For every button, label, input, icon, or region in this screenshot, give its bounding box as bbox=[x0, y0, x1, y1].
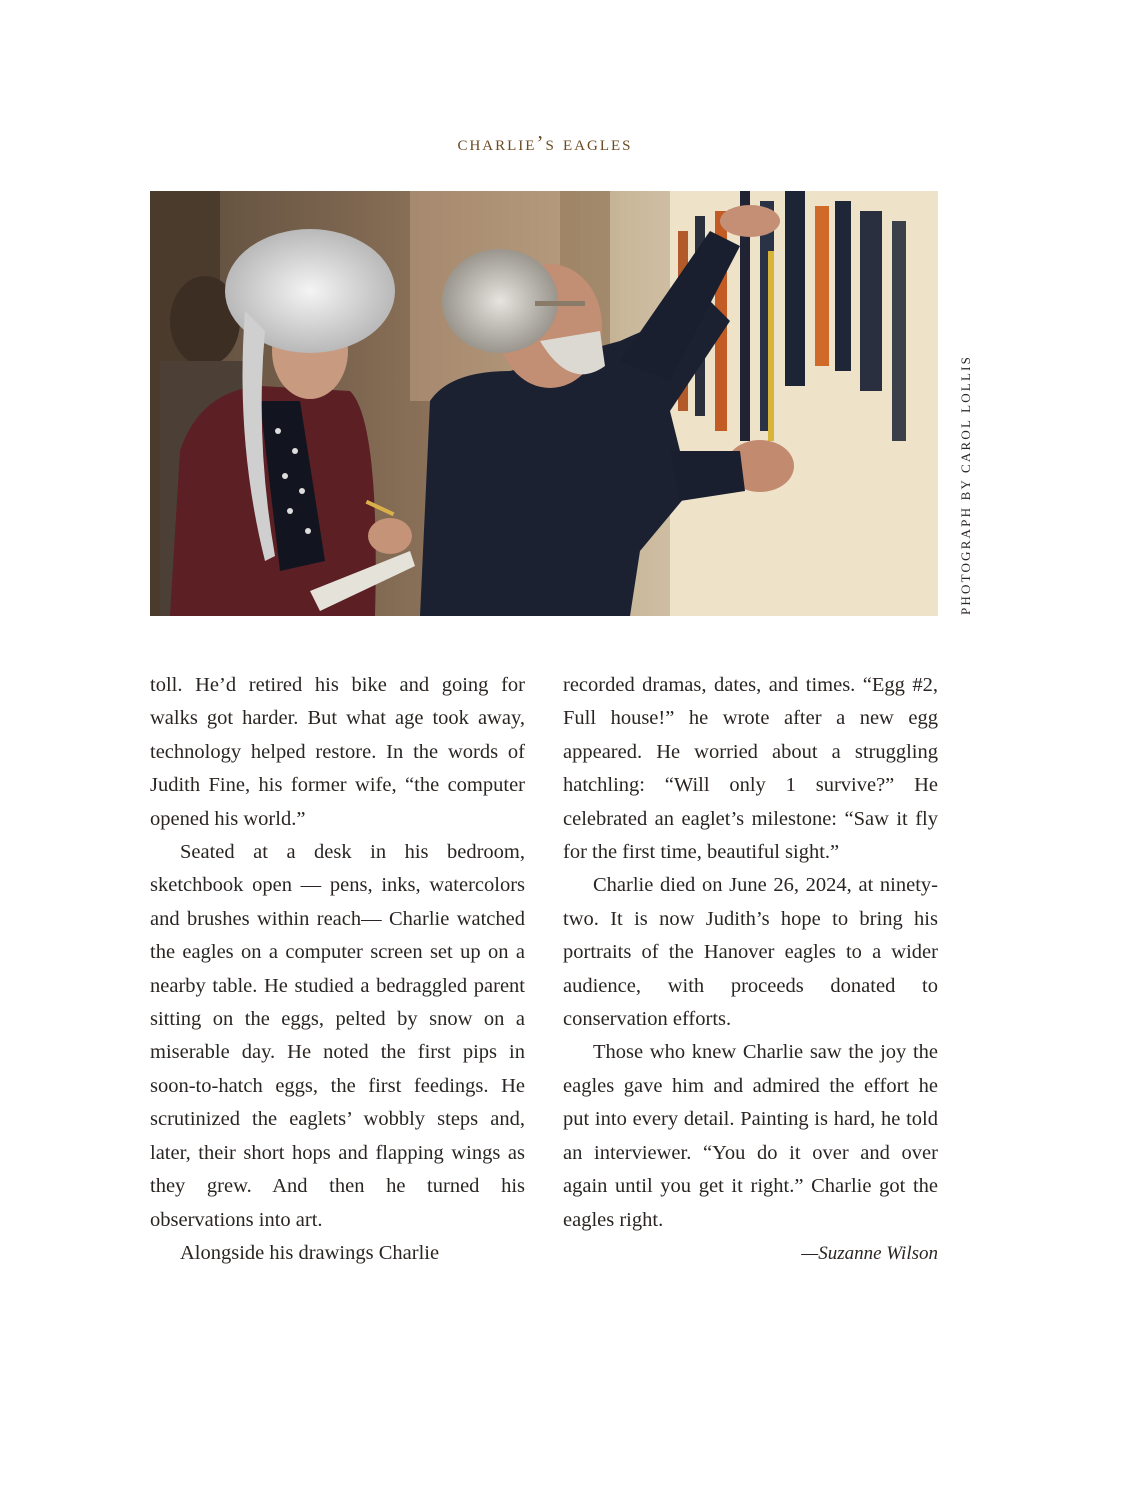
article-column-left bbox=[150, 669, 525, 1270]
paragraph: recorded dramas, dates, and times. “Egg #2, Full house!” he wrote after a new egg appeared. He worried about a struggling hatchling: “Will only 1 survive?” He celebrated an eaglet’s milestone: “Saw it fly for the first time, beautiful sight.” bbox=[563, 674, 938, 864]
article-column-right bbox=[563, 669, 938, 1270]
paragraph: Seated at a desk in his bedroom, sketchbook open — pens, inks, watercolors and brushes within reach— Charlie watched the eagles on a computer screen set up on a nearby table. He studied a bedraggled parent sitting on the eggs, pelted by snow on a miserable day. He noted the first pips in soon-to-hatch eggs, the first feedings. He scrutinized the eaglets’ wobbly steps and, later, their short hops and flapping wings as they grew. And then he turned his observations into art. bbox=[150, 841, 525, 1231]
author-signature: —Suzanne Wilson bbox=[801, 1242, 938, 1264]
paragraph: Those who knew Charlie saw the joy the eagles gave him and admired the effort he put into every detail. Painting is hard, he told an interviewer. “You do it over and over again until you get it right.” Charlie got the eagles right. bbox=[563, 1041, 938, 1231]
photo-credit: PHOTOGRAPH BY CAROL LOLLIS bbox=[958, 354, 973, 615]
paragraph: Alongside his drawings Charlie bbox=[180, 1241, 440, 1264]
paragraph: toll. He’d retired his bike and going for walks got harder. But what age took away, technology helped restore. In the words of Judith Fine, his former wife, “the computer opened his world.” bbox=[150, 674, 525, 830]
photograph bbox=[150, 191, 938, 616]
running-head: charlie’s eagles bbox=[457, 131, 633, 155]
paragraph: Charlie died on June 26, 2024, at ninety-two. It is now Judith’s hope to bring his portraits of the Hanover eagles to a wider audience, with proceeds donated to conservation efforts. bbox=[563, 874, 938, 1031]
